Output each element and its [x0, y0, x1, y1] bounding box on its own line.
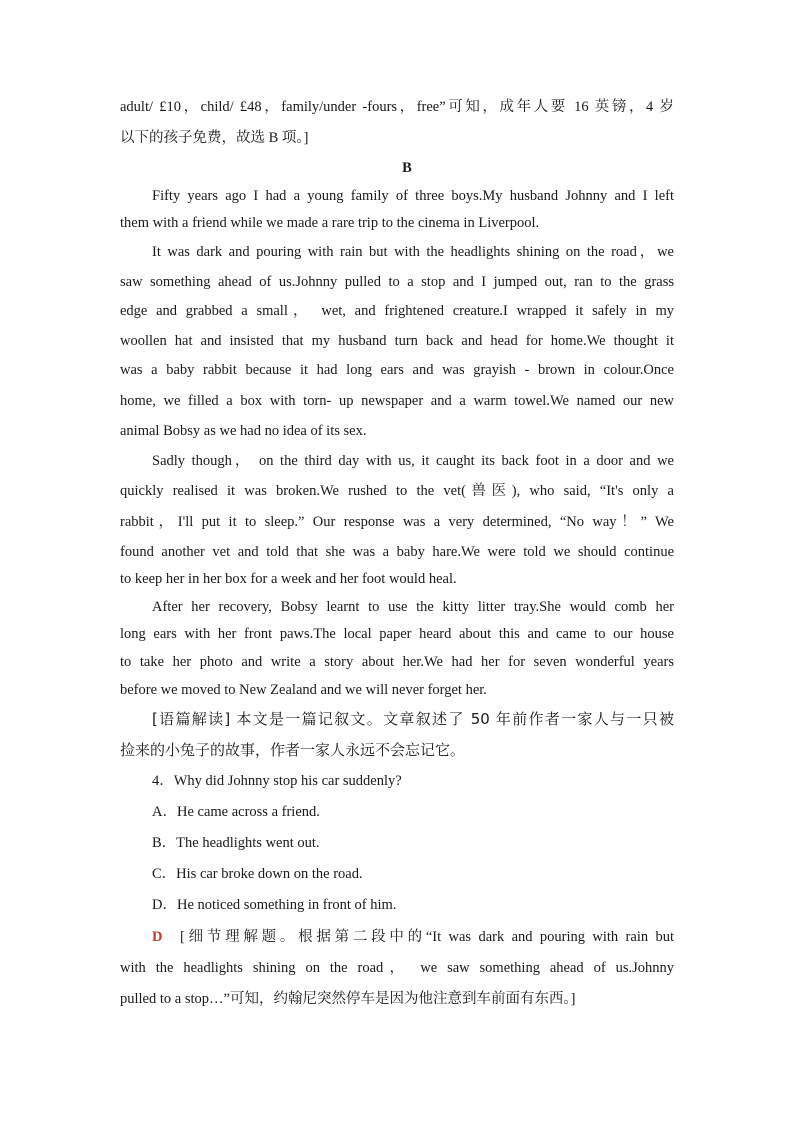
option-c: C．His car broke down on the road. — [152, 866, 363, 882]
paragraph-3-line-3: rabbit，I'll put it to sleep.” Our response was a very determined, “No way！” We — [120, 514, 674, 530]
paragraph-1-line-1: Fifty years ago I had a young family of three boys.My husband Johnny and I left — [152, 188, 674, 204]
question-4: 4．Why did Johnny stop his car suddenly? — [152, 773, 402, 789]
prev-explanation-line-2: 以下的孩子免费，故选 B 项。] — [120, 130, 309, 146]
paragraph-2-line-7: animal Bobsy as we had no idea of its sex. — [120, 423, 367, 439]
paragraph-1-line-2: them with a friend while we made a rare trip to the cinema in Liverpool. — [120, 215, 540, 231]
paragraph-2-line-6: home, we filled a box with torn- up newspaper and a warm towel.We named our new — [120, 393, 674, 409]
prev-explanation-line-1: adult/ £10，child/ £48，family/under -fours，free”可知，成年人要 16 英镑，4 岁 — [120, 99, 674, 115]
paragraph-3-line-2: quickly realised it was broken.We rushed to the vet(兽医), who said, “It's only a — [120, 483, 674, 499]
explanation-line-2: with the headlights shining on the road， we saw something ahead of us.Johnny — [120, 960, 674, 976]
section-heading: B — [402, 160, 412, 176]
explanation-line-3: pulled to a stop…”可知，约翰尼突然停车是因为他注意到车前面有东西。] — [120, 991, 576, 1007]
passage-comment-line-1: [语篇解读] 本文是一篇记叙文。文章叙述了 50 年前作者一家人与一只被 — [152, 710, 674, 728]
passage-comment-line-2: 捡来的小兔子的故事，作者一家人永远不会忘记它。 — [120, 741, 466, 759]
paragraph-4-line-1: After her recovery, Bobsy learnt to use the kitty litter tray.She would comb her — [152, 599, 674, 615]
paragraph-2-line-1: It was dark and pouring with rain but with the headlights shining on the road，we — [152, 244, 674, 260]
paragraph-4-line-4: before we moved to New Zealand and we will never forget her. — [120, 682, 487, 698]
option-a: A．He came across a friend. — [152, 804, 320, 820]
paragraph-3-line-4: found another vet and told that she was a baby hare.We were told we should continue — [120, 544, 674, 560]
option-b: B．The headlights went out. — [152, 835, 320, 851]
answer-letter: D — [152, 929, 163, 945]
option-d: D．He noticed something in front of him. — [152, 897, 397, 913]
paragraph-4-line-3: to take her photo and write a story about her.We had her for seven wonderful years — [120, 654, 674, 670]
paragraph-2-line-5: was a baby rabbit because it had long ears and was grayish - brown in colour.Once — [120, 362, 674, 378]
explanation-line-1: [细节理解题。根据第二段中的“It was dark and pouring with rain but — [180, 929, 674, 945]
paragraph-2-line-4: woollen hat and insisted that my husband turn back and head for home.We thought it — [120, 333, 674, 349]
paragraph-3-line-5: to keep her in her box for a week and her foot would heal. — [120, 571, 457, 587]
paragraph-4-line-2: long ears with her front paws.The local paper heard about this and came to our house — [120, 626, 674, 642]
paragraph-3-line-1: Sadly though， on the third day with us, it caught its back foot in a door and we — [152, 453, 674, 469]
paragraph-2-line-2: saw something ahead of us.Johnny pulled to a stop and I jumped out, ran to the grass — [120, 274, 674, 290]
paragraph-2-line-3: edge and grabbed a small， wet, and frightened creature.I wrapped it safely in my — [120, 303, 674, 319]
